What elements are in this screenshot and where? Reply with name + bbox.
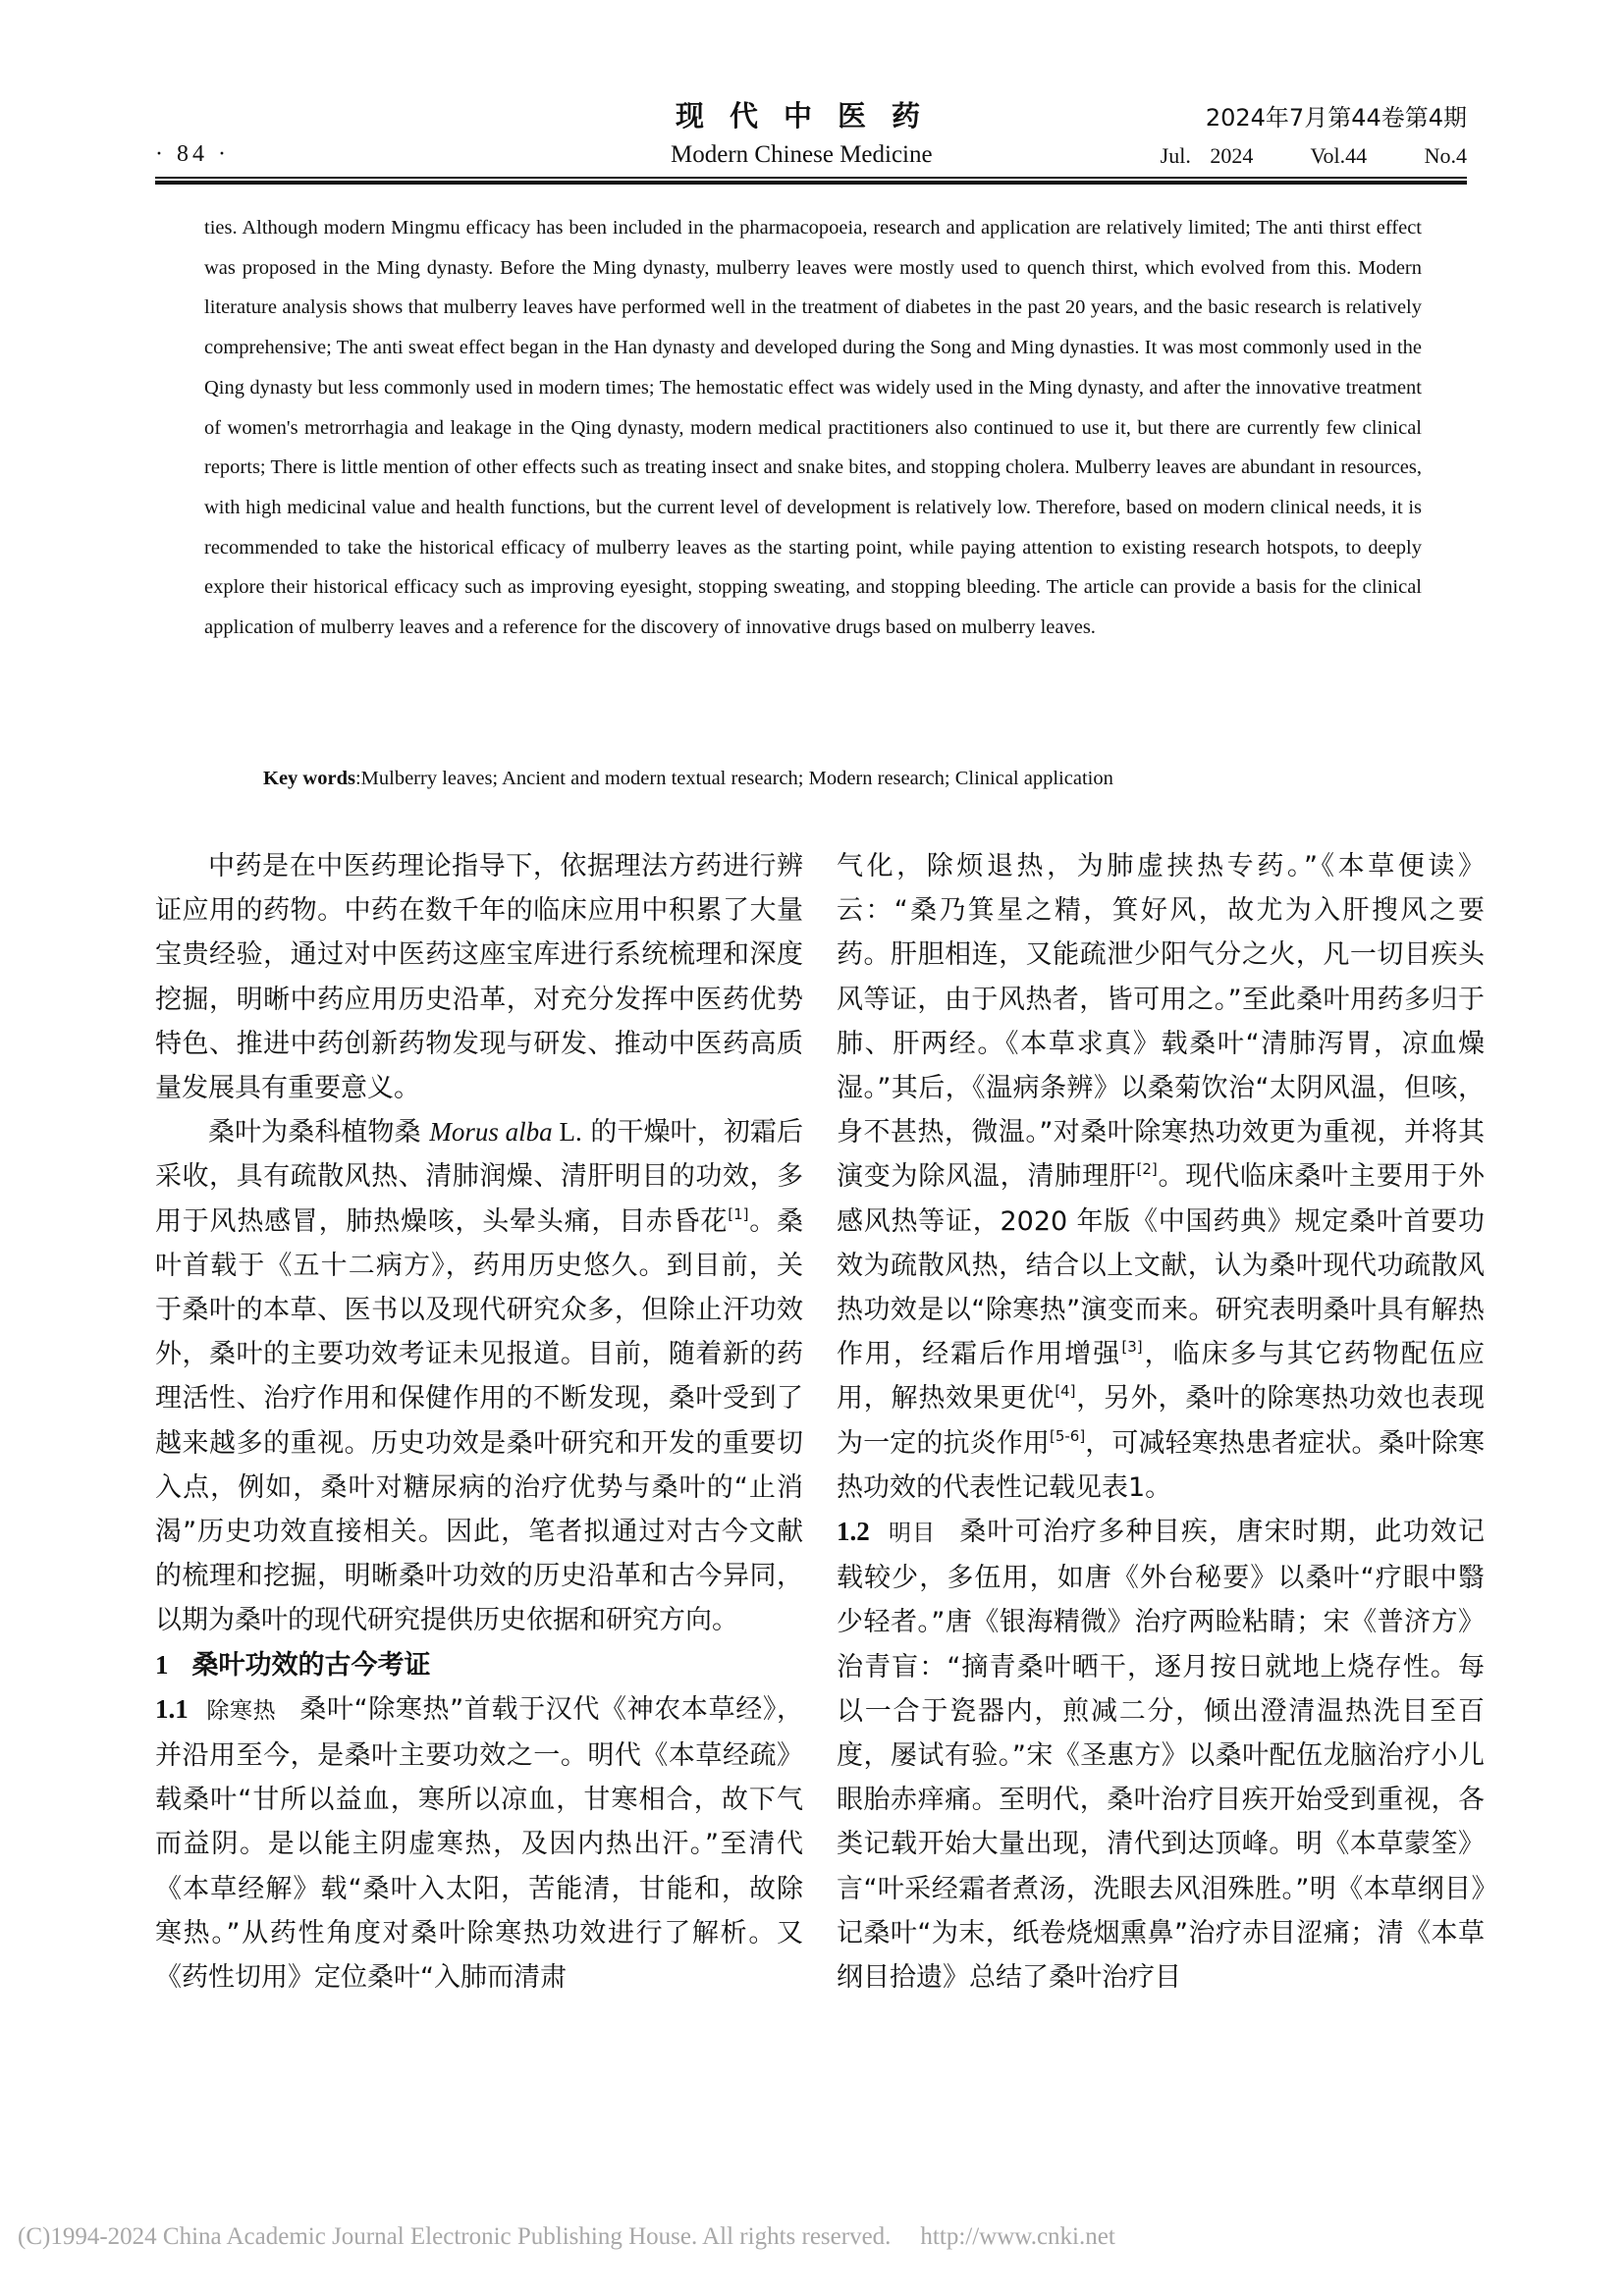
left-column: [155, 844, 803, 2000]
text-run: 。现代临床桑叶主要用于外感风热等证，2020 年版《中国药典》规定桑叶首要功效为疏散风热，结合以上文献，认为桑叶现代功疏散风热功效是以“除寒热”演变而来。研究表明桑叶具有解热作用，经霜后作用增强: [837, 1161, 1486, 1370]
text-run: ，可减轻寒热患者症状。桑叶除寒热功效的代表性记载见表1。: [837, 1427, 1486, 1503]
citation-3[interactable]: [3]: [1121, 1338, 1143, 1357]
section-number: 1: [155, 1649, 169, 1680]
section-title: 桑叶功效的古今考证: [191, 1649, 431, 1681]
text-run: 桑叶为桑科植物桑: [208, 1117, 430, 1148]
citation-2[interactable]: [2]: [1136, 1160, 1158, 1179]
subsection-title: 除寒热: [205, 1697, 277, 1724]
intro-paragraph-1: 中药是在中医药理论指导下，依据理法方药进行辨证应用的药物。中药在数千年的临床应用中积累了大量宝贵经验，通过对中医药这座宝库进行系统梳理和深度挖掘，明晰中药应用历史沿革，对充分发挥中医药优势特色、推进中药创新药物发现与研发、推动中医药高质量发展具有重要意义。: [155, 851, 803, 1104]
copyright-footer: [18, 2223, 1115, 2251]
citation-4[interactable]: [4]: [1055, 1382, 1076, 1401]
latin-name: Morus alba: [429, 1117, 553, 1148]
header-rule-thick: [155, 181, 1467, 185]
subsection-1-1: [155, 1687, 803, 2000]
page-number: · 84 ·: [155, 141, 230, 167]
keywords: [263, 768, 1113, 790]
english-abstract: [204, 208, 1422, 648]
keywords-list: :Mulberry leaves; Ancient and modern textual research; Modern research; Clinical application: [354, 768, 1113, 789]
subsection-1-2: [837, 1510, 1485, 2000]
subsection-1-1-continued: [837, 844, 1485, 1510]
cnki-link[interactable]: http://www.cnki.net: [920, 2223, 1115, 2250]
issue-info-cn: 2024年7月第44卷第4期: [1205, 104, 1467, 132]
subsection-title: 明目: [887, 1521, 937, 1547]
journal-title-en: Modern Chinese Medicine: [671, 141, 933, 168]
text-run: ，临床多与其它药物配伍应用，解热效果更优: [837, 1339, 1486, 1415]
latin-author: L.: [552, 1117, 582, 1148]
keywords-label: Key words: [263, 768, 355, 789]
subsection-text: 桑叶可治疗多种目疾，唐宋时期，此功效记载较少，多伍用，如唐《外台秘要》以桑叶“疗眼中翳少轻者。”唐《银海精微》治疗两睑粘睛；宋《普济方》治青盲：“摘青桑叶晒干，逐月按日就地上烧存性。每以一合于瓷器内，煎减二分，倾出澄清温热洗目至百度，屡试有验。”宋《圣惠方》以桑叶配伍龙脑治疗小儿眼胎赤痒痛。至明代，桑叶治疗目疾开始受到重视，各类记载开始大量出现，清代到达顶峰。明《本草蒙筌》言“叶采经霜者煮汤，洗眼去风泪殊胜。”明《本草纲目》记桑叶“为末，纸卷烧烟熏鼻”治疗赤目涩痛；清《本草纲目拾遗》总结了桑叶治疗目: [837, 1517, 1486, 1994]
page-header: [155, 90, 1467, 185]
header-rule-thin: [155, 177, 1467, 179]
issue-info-en: Jul. 2024 Vol.44 No.4: [1160, 143, 1467, 168]
abstract-text: ties. Although modern Mingmu efficacy has been included in the pharmacopoeia, research and application are relatively limited; The anti thirst effect was proposed in the Ming dynasty. Before the Ming dynasty, mulberry leaves were mostly used to quench thirst, which evolved from this. Modern literature analysis shows that mulberry leaves have performed well in the treatment of diabetes in the past 20 years, and the basic research is relatively comprehensive; The anti sweat effect began in the Han dynasty and developed during the Song and Ming dynasties. It was most commonly used in the Qing dynasty but less commonly used in modern times; The hemostatic effect was widely used in the Ming dynasty, and after the innovative treatment of women's metrorrhagia and leakage in the Qing dynasty, modern medical practitioners also continued to use it, but there are currently few clinical reports; There is little mention of other effects such as treating insect and snake bites, and stopping cholera. Mulberry leaves are abundant in resources, with high medicinal value and health functions, but the current level of development is relatively low. Therefore, based on modern clinical needs, it is recommended to take the historical efficacy of mulberry leaves as the starting point, while paying attention to existing research hotspots, to deeply explore their historical efficacy such as improving eyesight, stopping sweating, and stopping bleeding. The article can provide a basis for the clinical application of mulberry leaves and a reference for the discovery of innovative drugs based on mulberry leaves.: [204, 217, 1422, 639]
subsection-number: 1.2: [837, 1517, 870, 1547]
citation-1[interactable]: [1]: [728, 1204, 749, 1223]
section-heading-1: [155, 1643, 803, 1687]
journal-title-cn: 现代中医药: [676, 99, 947, 133]
text-run: 的干燥叶，初霜后采收，具有疏散风热、清肺润燥、清肝明目的功效，多用于风热感冒，肺热燥咳，头晕头痛，目赤昏花: [155, 1117, 803, 1237]
citation-5-6[interactable]: [5-6]: [1049, 1426, 1086, 1445]
subsection-text: 桑叶“除寒热”首载于汉代《神农本草经》，并沿用至今，是桑叶主要功效之一。明代《本草经疏》载桑叶“甘所以益血，寒所以凉血，甘寒相合，故下气而益阴。是以能主阴虚寒热，及因内热出汗。”至清代《本草经解》载“桑叶入太阳，苦能清，甘能和，故除寒热。”从药性角度对桑叶除寒热功效进行了解析。又《药性切用》定位桑叶“入肺而清肃: [155, 1693, 804, 1994]
right-column: [837, 844, 1485, 2000]
text-run: 。桑叶首载于《五十二病方》，药用历史悠久。到目前，关于桑叶的本草、医书以及现代研究众多，但除止汗功效外，桑叶的主要功效考证未见报道。目前，随着新的药理活性、治疗作用和保健作用的不断发现，桑叶受到了越来越多的重视。历史功效是桑叶研究和开发的重要切入点，例如，桑叶对糖尿病的治疗优势与桑叶的“止消渴”历史功效直接相关。因此，笔者拟通过对古今文献的梳理和挖掘，明晰桑叶功效的历史沿革和古今异同，以期为桑叶的现代研究提供历史依据和研究方向。: [155, 1205, 804, 1636]
text-run: 气化，除烦退热，为肺虚挟热专药。”《本草便读》云：“桑乃箕星之精，箕好风，故尤为入肝搜风之要药。肝胆相连，又能疏泄少阳气分之火，凡一切目疾头风等证，由于风热者，皆可用之。”至此桑叶用药多归于肺、肝两经。《本草求真》载桑叶“清肺泻胃，凉血燥湿。”其后，《温病条辨》以桑菊饮治“太阴风温，但咳，身不甚热，微温。”对桑叶除寒热功效更为重视，并将其演变为除风温，清肺理肝: [837, 851, 1485, 1193]
copyright-text: (C)1994-2024 China Academic Journal Electronic Publishing House. All rights reserved.: [18, 2223, 892, 2250]
subsection-number: 1.1: [155, 1693, 189, 1724]
intro-paragraph-2: [155, 1110, 803, 1642]
text-run: ，另外，桑叶的除寒热功效也表现为一定的抗炎作用: [837, 1383, 1486, 1459]
